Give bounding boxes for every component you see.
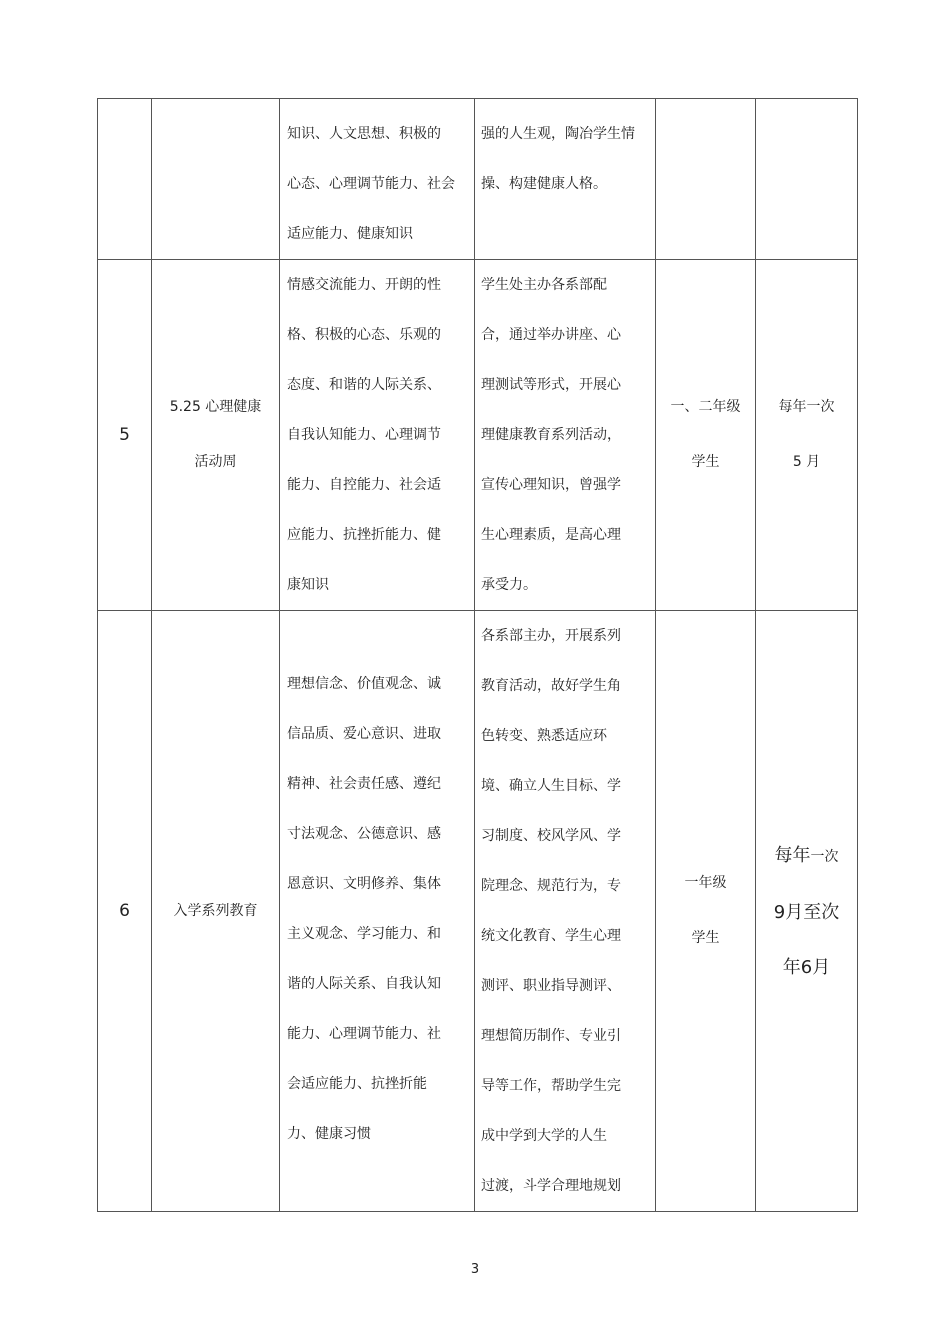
row-number-cell [98,99,152,260]
content-line: 心态、心理调节能力、社会 [287,176,455,192]
content-line: 精神、社会责任感、遵纪 [287,776,441,792]
time-line: 9月至次 [773,901,840,923]
method-cell [475,99,656,260]
method-line: 合，通过举办讲座、心 [481,327,621,343]
content-line: 会适应能力、抗挫折能 [287,1076,427,1092]
method-line: 导等工作，帮助学生完 [481,1078,621,1094]
activity-name-cell [152,260,280,611]
content-line: 主义观念、学习能力、和 [287,926,441,942]
content-line: 能力、心理调节能力、社 [287,1026,441,1042]
table-row [98,260,858,611]
time-line [756,828,857,885]
content-line: 信品质、爱心意识、进取 [287,726,441,742]
method-line: 理健康教育系列活动， [481,427,621,443]
method-line: 测评、职业指导测评、 [481,978,621,994]
table-row [98,99,858,260]
row-number-cell: 5 [98,260,152,611]
table-row [98,611,858,1212]
content-line: 能力、自控能力、社会适 [287,477,441,493]
method-line: 习制度、校风学风、学 [481,828,621,844]
activity-name-cell [152,611,280,1212]
method-cell [475,611,656,1212]
method-line: 境、确立人生目标、学 [481,778,621,794]
page-number: 3 [470,1262,480,1277]
content-line: 知识、人文思想、积极的 [287,126,441,142]
content-cell [280,260,475,611]
method-line: 强的人生观，陶冶学生情 [481,126,635,142]
time-cell [756,611,858,1212]
time-cell [756,99,858,260]
content-line: 谐的人际关系、自我认知 [287,976,441,992]
content-line: 恩意识、文明修养、集体 [287,876,441,892]
method-line: 院理念、规范行为，专 [481,878,621,894]
activity-line: 入学系列教育 [173,902,258,919]
time-cell [756,260,858,611]
target-line: 一年级 [684,875,727,891]
activity-table [97,98,858,1212]
activity-line: 5.25 心理健康 [169,399,262,415]
target-cell [656,99,756,260]
method-line: 生心理素质，是高心理 [481,527,621,543]
content-line: 格、积极的心态、乐观的 [287,327,441,343]
target-line: 学生 [691,454,720,470]
content-line: 自我认知能力、心理调节 [287,427,441,443]
content-line: 应能力、抗挫折能力、健 [287,527,441,543]
target-cell [656,611,756,1212]
content-line: 态度、和谐的人际关系、 [287,377,441,393]
activity-line: 活动周 [194,454,237,470]
content-line: 寸法观念、公德意识、感 [287,826,441,842]
content-line: 康知识 [287,577,329,593]
target-line: 学生 [691,930,720,946]
time-line: 年6月 [782,956,831,978]
time-line: 每年一次 [778,399,835,415]
content-line: 适应能力、健康知识 [287,226,413,242]
method-line: 过渡，斗学合理地规划 [481,1178,621,1194]
content-line: 理想信念、价值观念、诚 [287,676,441,692]
content-line: 情感交流能力、开朗的性 [287,277,441,293]
method-cell [475,260,656,611]
content-line: 力、健康习惯 [287,1126,371,1142]
method-line: 学生处主办各系部配 [481,277,607,293]
target-cell [656,260,756,611]
method-line: 色转变、熟悉适应环 [481,728,607,744]
activity-name-cell [152,99,280,260]
method-line: 成中学到大学的人生 [481,1128,607,1144]
method-line: 宣传心理知识，曾强学 [481,477,621,493]
row-number-cell: 6 [98,611,152,1212]
content-cell [280,611,475,1212]
time-main: 每年 [774,844,811,866]
method-line: 操、构建健康人格。 [481,176,607,192]
method-line: 教育活动，故好学生角 [481,678,621,694]
method-line: 承受力。 [481,577,537,593]
time-small: 一次 [810,848,839,865]
target-line: 一、二年级 [670,399,741,415]
method-line: 统文化教育、学生心理 [481,928,621,944]
time-line: 5 月 [792,454,821,470]
method-line: 理测试等形式，开展心 [481,377,621,393]
method-line: 各系部主办，开展系列 [481,628,621,644]
method-line: 理想简历制作、专业引 [481,1028,621,1044]
content-cell [280,99,475,260]
